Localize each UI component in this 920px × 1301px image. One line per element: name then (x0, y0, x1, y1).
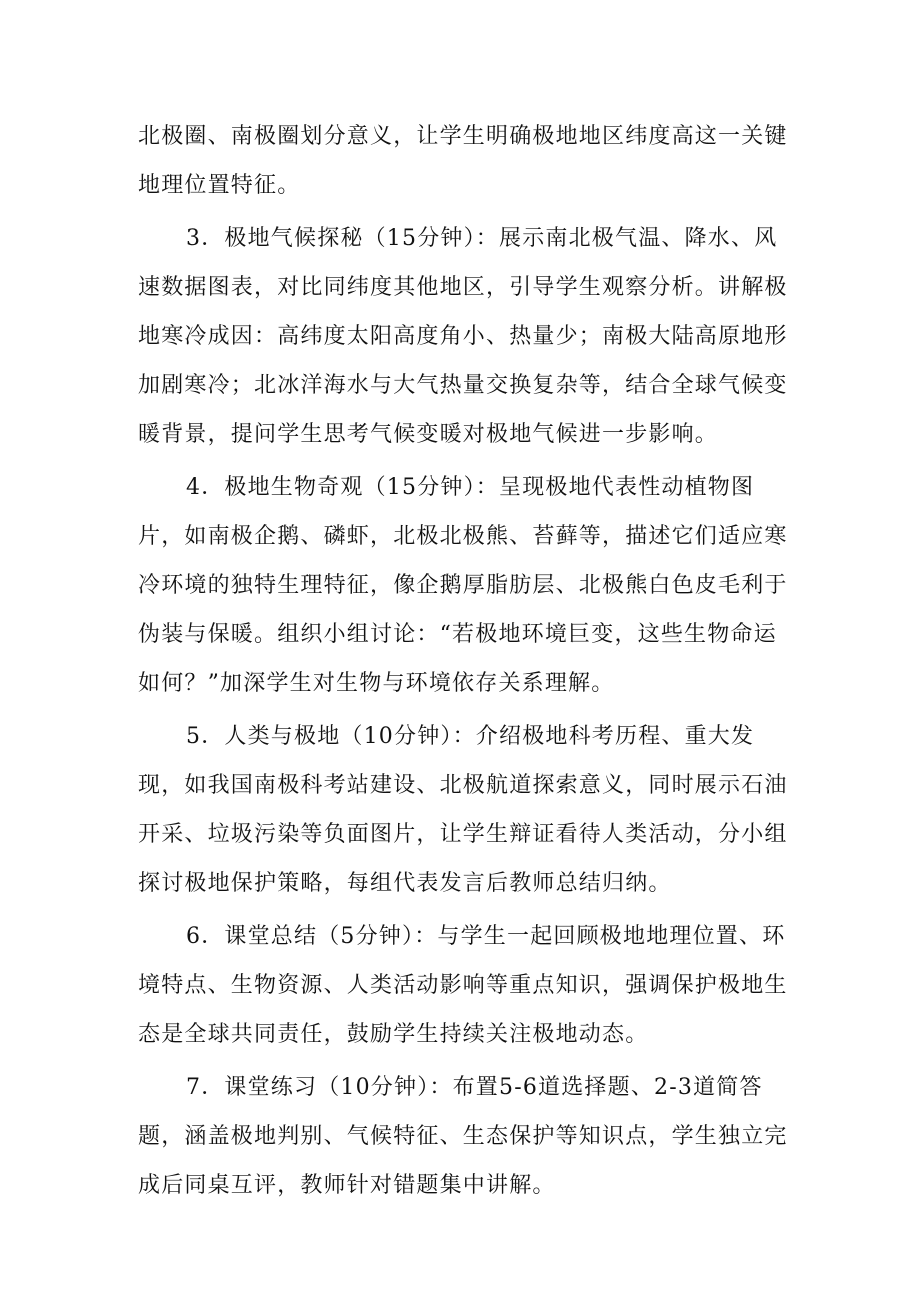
text-line: 伪装与保暖。组织小组讨论：“若极地环境巨变，这些生物命运 (138, 622, 777, 647)
text-line: 5．人类与极地（10分钟）：介绍极地科考历程、重大发 (186, 724, 755, 749)
text-line: 地理位置特征。 (138, 173, 301, 198)
text-line: 探讨极地保护策略，每组代表发言后教师总结归纳。 (138, 871, 672, 896)
text-line: 4．极地生物奇观（15分钟）：呈现极地代表性动植物图 (186, 475, 755, 500)
text-line: 开采、垃圾污染等负面图片，让学生辩证看待人类活动，分小组 (138, 822, 788, 847)
text-line: 地寒冷成因：高纬度太阳高度角小、热量少；南极大陆高原地形 (138, 324, 788, 349)
text-line: 成后同桌互评，教师针对错题集中讲解。 (138, 1173, 556, 1198)
text-line: 现，如我国南极科考站建设、北极航道探索意义，同时展示石油 (138, 773, 788, 798)
paragraph-biology (138, 463, 792, 708)
document-body (138, 112, 792, 1214)
paragraph-humans (138, 712, 792, 908)
text-line: 暖背景，提问学生思考气候变暖对极地气候进一步影响。 (138, 422, 719, 447)
text-line: 片，如南极企鹅、磷虾，北极北极熊、苔藓等，描述它们适应寒 (138, 524, 788, 549)
text-line: 7．课堂练习（10分钟）：布置5-6道选择题、2-3道简答 (186, 1075, 763, 1100)
text-line: 态是全球共同责任，鼓励学生持续关注极地动态。 (138, 1022, 649, 1047)
paragraph-continuation (138, 112, 792, 210)
text-line: 6．课堂总结（5分钟）：与学生一起回顾极地地理位置、环 (186, 924, 786, 949)
text-line: 题，涵盖极地判别、气候特征、生态保护等知识点，学生独立完 (138, 1124, 788, 1149)
text-line: 加剧寒冷；北冰洋海水与大气热量交换复杂等，结合全球气候变 (138, 373, 788, 398)
text-line: 北极圈、南极圈划分意义，让学生明确极地地区纬度高这一关键 (138, 124, 788, 149)
text-line: 速数据图表，对比同纬度其他地区，引导学生观察分析。讲解极 (138, 275, 788, 300)
text-line: 冷环境的独特生理特征，像企鹅厚脂肪层、北极熊白色皮毛利于 (138, 573, 788, 598)
text-line: 3．极地气候探秘（15分钟）：展示南北极气温、降水、风 (186, 226, 778, 251)
text-line: 如何？”加深学生对生物与环境依存关系理解。 (138, 671, 615, 696)
text-line: 境特点、生物资源、人类活动影响等重点知识，强调保护极地生 (138, 973, 788, 998)
paragraph-climate (138, 214, 792, 459)
paragraph-exercise (138, 1063, 792, 1210)
paragraph-summary (138, 912, 792, 1059)
